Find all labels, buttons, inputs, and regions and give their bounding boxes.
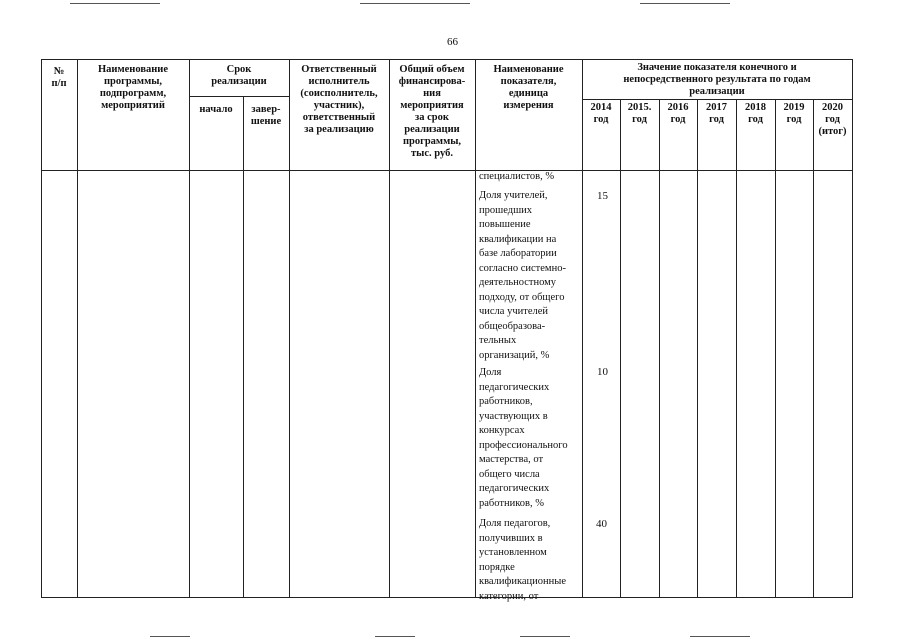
table-top-border (41, 59, 852, 60)
col-border-13 (813, 99, 814, 598)
header-indicator: Наименование показателя, единица измерения (493, 64, 564, 111)
indicator-row-1: специалистов, % (479, 171, 555, 182)
scan-artifact-top-right (640, 3, 730, 4)
header-year-2015: 2015. год (627, 102, 652, 125)
col-border-1 (77, 59, 78, 598)
header-funding: Общий объем финансирова- ния мероприятия за срок реализации программы, тыс. руб. (398, 64, 466, 159)
col-border-3 (243, 96, 244, 598)
header-values: Значение показателя конечного и непосредственного результата по годам реализации (623, 62, 811, 97)
col-border-12 (775, 99, 776, 598)
col-border-10 (697, 99, 698, 598)
scan-artifact-top-left (70, 3, 160, 4)
header-executor: Ответственный исполнитель (соисполнитель, участник), ответственный за реализацию (300, 64, 378, 135)
header-num: № п/п (51, 66, 67, 89)
col-border-11 (736, 99, 737, 598)
col-border-4 (289, 59, 290, 598)
header-year-2020: 2020 год (итог) (818, 102, 847, 137)
header-year-2019: 2019 год (783, 102, 805, 125)
page-number: 66 (447, 36, 458, 48)
header-year-2018: 2018 год (745, 102, 766, 125)
value-2014-row-3: 10 (597, 366, 608, 378)
header-year-2016: 2016 год (667, 102, 689, 125)
indicator-row-3: Доля педагогических работников, участвующих в конкурсах профессионального мастерства, от общего числа педагогических работников, % (479, 367, 568, 509)
col-border-6 (475, 59, 476, 598)
col-border-0 (41, 59, 42, 598)
term-subheader-line (189, 96, 289, 97)
header-program-name: Наименование программы, подпрограмм, мероприятий (98, 64, 168, 111)
header-bottom-border (41, 170, 852, 171)
header-term-start: начало (199, 104, 233, 115)
indicator-row-4: Доля педагогов, получивших в установленном порядке квалификационные категории, от (479, 518, 566, 602)
col-border-9 (659, 99, 660, 598)
value-2014-row-2: 15 (597, 190, 608, 202)
indicator-row-2: Доля учителей, прошедших повышение квалификации на базе лаборатории согласно системно- деятельностному подходу, от общего числа учителей общеобразова- тельных организаций, % (479, 190, 566, 361)
col-border-8 (620, 99, 621, 598)
scan-artifact-bottom-1 (150, 636, 190, 637)
header-term-end: завер- шение (250, 104, 282, 127)
scan-artifact-top-mid (360, 3, 470, 4)
value-2014-row-4: 40 (596, 518, 607, 530)
header-year-2017: 2017 год (706, 102, 727, 125)
col-border-7 (582, 59, 583, 598)
scan-artifact-bottom-2 (375, 636, 415, 637)
table-bottom-border (41, 597, 852, 598)
header-year-2014: 2014 год (590, 102, 612, 125)
col-border-2 (189, 59, 190, 598)
scan-artifact-bottom-3 (520, 636, 570, 637)
years-subheader-line (582, 99, 852, 100)
col-border-14 (852, 59, 853, 598)
header-term: Срок реализации (211, 64, 267, 87)
scan-artifact-bottom-4 (690, 636, 750, 637)
